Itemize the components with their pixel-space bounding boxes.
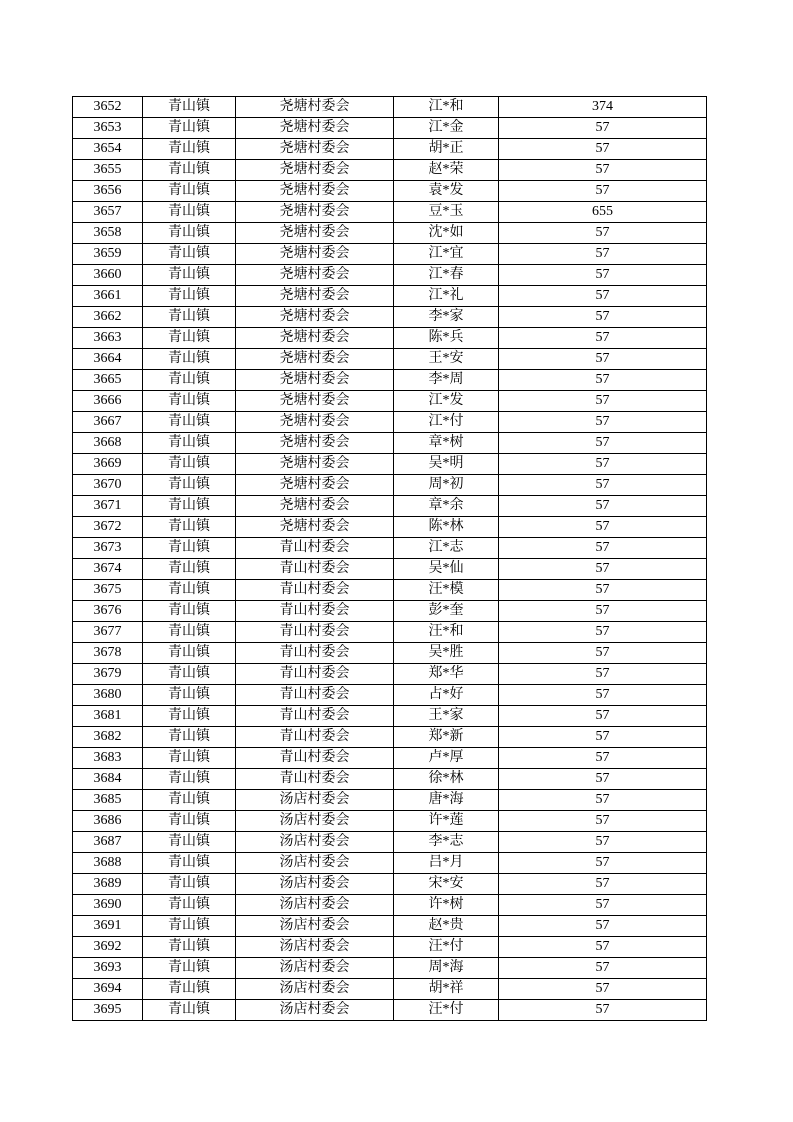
row-number-cell: 3659 (73, 244, 143, 265)
town-cell: 青山镇 (143, 223, 236, 244)
village-committee-cell: 汤店村委会 (236, 958, 394, 979)
table-row (73, 118, 707, 139)
table-row (73, 727, 707, 748)
village-committee-cell: 尧塘村委会 (236, 328, 394, 349)
town-cell: 青山镇 (143, 559, 236, 580)
row-number-cell: 3662 (73, 307, 143, 328)
table-row (73, 496, 707, 517)
village-committee-cell: 青山村委会 (236, 685, 394, 706)
village-committee-cell: 尧塘村委会 (236, 391, 394, 412)
amount-cell: 57 (499, 1000, 707, 1021)
village-committee-cell: 汤店村委会 (236, 874, 394, 895)
village-committee-cell: 尧塘村委会 (236, 517, 394, 538)
village-committee-cell: 尧塘村委会 (236, 412, 394, 433)
amount-cell: 57 (499, 811, 707, 832)
name-cell: 占*好 (394, 685, 499, 706)
town-cell: 青山镇 (143, 496, 236, 517)
name-cell: 胡*祥 (394, 979, 499, 1000)
row-number-cell: 3666 (73, 391, 143, 412)
row-number-cell: 3671 (73, 496, 143, 517)
town-cell: 青山镇 (143, 790, 236, 811)
name-cell: 王*安 (394, 349, 499, 370)
village-committee-cell: 尧塘村委会 (236, 454, 394, 475)
row-number-cell: 3692 (73, 937, 143, 958)
amount-cell: 57 (499, 832, 707, 853)
town-cell: 青山镇 (143, 685, 236, 706)
amount-cell: 57 (499, 853, 707, 874)
amount-cell: 57 (499, 538, 707, 559)
town-cell: 青山镇 (143, 1000, 236, 1021)
row-number-cell: 3660 (73, 265, 143, 286)
name-cell: 江*志 (394, 538, 499, 559)
table-row (73, 874, 707, 895)
town-cell: 青山镇 (143, 412, 236, 433)
table-row (73, 160, 707, 181)
amount-cell: 57 (499, 769, 707, 790)
town-cell: 青山镇 (143, 979, 236, 1000)
row-number-cell: 3683 (73, 748, 143, 769)
row-number-cell: 3658 (73, 223, 143, 244)
town-cell: 青山镇 (143, 538, 236, 559)
village-committee-cell: 汤店村委会 (236, 853, 394, 874)
town-cell: 青山镇 (143, 202, 236, 223)
name-cell: 宋*安 (394, 874, 499, 895)
village-committee-cell: 青山村委会 (236, 706, 394, 727)
table-row (73, 811, 707, 832)
town-cell: 青山镇 (143, 769, 236, 790)
row-number-cell: 3673 (73, 538, 143, 559)
row-number-cell: 3690 (73, 895, 143, 916)
table-row (73, 475, 707, 496)
name-cell: 郑*新 (394, 727, 499, 748)
table-row (73, 139, 707, 160)
table-row (73, 916, 707, 937)
town-cell: 青山镇 (143, 370, 236, 391)
table-row (73, 433, 707, 454)
table-row (73, 97, 707, 118)
village-committee-cell: 汤店村委会 (236, 916, 394, 937)
town-cell: 青山镇 (143, 433, 236, 454)
name-cell: 李*志 (394, 832, 499, 853)
amount-cell: 57 (499, 118, 707, 139)
town-cell: 青山镇 (143, 601, 236, 622)
amount-cell: 57 (499, 958, 707, 979)
amount-cell: 57 (499, 664, 707, 685)
town-cell: 青山镇 (143, 181, 236, 202)
row-number-cell: 3665 (73, 370, 143, 391)
village-committee-cell: 青山村委会 (236, 601, 394, 622)
village-committee-cell: 尧塘村委会 (236, 496, 394, 517)
row-number-cell: 3687 (73, 832, 143, 853)
town-cell: 青山镇 (143, 286, 236, 307)
amount-cell: 57 (499, 517, 707, 538)
name-cell: 吕*月 (394, 853, 499, 874)
row-number-cell: 3657 (73, 202, 143, 223)
name-cell: 彭*奎 (394, 601, 499, 622)
town-cell: 青山镇 (143, 349, 236, 370)
amount-cell: 57 (499, 790, 707, 811)
row-number-cell: 3680 (73, 685, 143, 706)
amount-cell: 57 (499, 643, 707, 664)
row-number-cell: 3677 (73, 622, 143, 643)
town-cell: 青山镇 (143, 937, 236, 958)
amount-cell: 57 (499, 727, 707, 748)
amount-cell: 655 (499, 202, 707, 223)
name-cell: 吴*明 (394, 454, 499, 475)
village-committee-cell: 尧塘村委会 (236, 244, 394, 265)
amount-cell: 57 (499, 349, 707, 370)
name-cell: 徐*林 (394, 769, 499, 790)
name-cell: 李*周 (394, 370, 499, 391)
town-cell: 青山镇 (143, 811, 236, 832)
row-number-cell: 3675 (73, 580, 143, 601)
table-row (73, 580, 707, 601)
village-committee-cell: 汤店村委会 (236, 832, 394, 853)
table-row (73, 286, 707, 307)
table-row (73, 454, 707, 475)
row-number-cell: 3678 (73, 643, 143, 664)
row-number-cell: 3656 (73, 181, 143, 202)
name-cell: 陈*兵 (394, 328, 499, 349)
name-cell: 江*付 (394, 412, 499, 433)
data-table (72, 96, 707, 1021)
village-committee-cell: 青山村委会 (236, 622, 394, 643)
row-number-cell: 3686 (73, 811, 143, 832)
name-cell: 郑*华 (394, 664, 499, 685)
amount-cell: 57 (499, 685, 707, 706)
town-cell: 青山镇 (143, 328, 236, 349)
village-committee-cell: 青山村委会 (236, 643, 394, 664)
name-cell: 江*和 (394, 97, 499, 118)
name-cell: 李*家 (394, 307, 499, 328)
table-row (73, 895, 707, 916)
table-row (73, 853, 707, 874)
row-number-cell: 3670 (73, 475, 143, 496)
name-cell: 沈*如 (394, 223, 499, 244)
amount-cell: 57 (499, 454, 707, 475)
row-number-cell: 3695 (73, 1000, 143, 1021)
amount-cell: 57 (499, 748, 707, 769)
table-row (73, 664, 707, 685)
table-row (73, 706, 707, 727)
name-cell: 江*宜 (394, 244, 499, 265)
name-cell: 章*余 (394, 496, 499, 517)
name-cell: 豆*玉 (394, 202, 499, 223)
table-row (73, 517, 707, 538)
amount-cell: 57 (499, 160, 707, 181)
town-cell: 青山镇 (143, 958, 236, 979)
table-row (73, 307, 707, 328)
amount-cell: 57 (499, 916, 707, 937)
row-number-cell: 3689 (73, 874, 143, 895)
row-number-cell: 3652 (73, 97, 143, 118)
village-committee-cell: 尧塘村委会 (236, 370, 394, 391)
table-row (73, 979, 707, 1000)
village-committee-cell: 尧塘村委会 (236, 97, 394, 118)
town-cell: 青山镇 (143, 580, 236, 601)
village-committee-cell: 汤店村委会 (236, 895, 394, 916)
village-committee-cell: 汤店村委会 (236, 1000, 394, 1021)
town-cell: 青山镇 (143, 475, 236, 496)
town-cell: 青山镇 (143, 727, 236, 748)
row-number-cell: 3668 (73, 433, 143, 454)
town-cell: 青山镇 (143, 853, 236, 874)
row-number-cell: 3672 (73, 517, 143, 538)
row-number-cell: 3693 (73, 958, 143, 979)
table-row (73, 769, 707, 790)
amount-cell: 57 (499, 286, 707, 307)
amount-cell: 57 (499, 307, 707, 328)
row-number-cell: 3655 (73, 160, 143, 181)
amount-cell: 57 (499, 706, 707, 727)
table-row (73, 622, 707, 643)
name-cell: 周*初 (394, 475, 499, 496)
amount-cell: 57 (499, 328, 707, 349)
amount-cell: 57 (499, 244, 707, 265)
row-number-cell: 3681 (73, 706, 143, 727)
row-number-cell: 3694 (73, 979, 143, 1000)
amount-cell: 57 (499, 265, 707, 286)
village-committee-cell: 青山村委会 (236, 727, 394, 748)
row-number-cell: 3663 (73, 328, 143, 349)
amount-cell: 57 (499, 979, 707, 1000)
village-committee-cell: 青山村委会 (236, 559, 394, 580)
town-cell: 青山镇 (143, 139, 236, 160)
amount-cell: 57 (499, 937, 707, 958)
amount-cell: 57 (499, 895, 707, 916)
town-cell: 青山镇 (143, 517, 236, 538)
name-cell: 赵*贵 (394, 916, 499, 937)
town-cell: 青山镇 (143, 748, 236, 769)
amount-cell: 57 (499, 391, 707, 412)
name-cell: 汪*和 (394, 622, 499, 643)
village-committee-cell: 尧塘村委会 (236, 349, 394, 370)
village-committee-cell: 尧塘村委会 (236, 307, 394, 328)
table-row (73, 370, 707, 391)
town-cell: 青山镇 (143, 454, 236, 475)
name-cell: 卢*厚 (394, 748, 499, 769)
row-number-cell: 3691 (73, 916, 143, 937)
amount-cell: 57 (499, 496, 707, 517)
town-cell: 青山镇 (143, 244, 236, 265)
row-number-cell: 3664 (73, 349, 143, 370)
table-row (73, 538, 707, 559)
town-cell: 青山镇 (143, 895, 236, 916)
amount-cell: 57 (499, 475, 707, 496)
table-body (73, 97, 707, 1021)
row-number-cell: 3654 (73, 139, 143, 160)
name-cell: 袁*发 (394, 181, 499, 202)
name-cell: 许*树 (394, 895, 499, 916)
table-row (73, 790, 707, 811)
town-cell: 青山镇 (143, 916, 236, 937)
table-row (73, 685, 707, 706)
name-cell: 章*树 (394, 433, 499, 454)
row-number-cell: 3679 (73, 664, 143, 685)
row-number-cell: 3669 (73, 454, 143, 475)
village-committee-cell: 青山村委会 (236, 769, 394, 790)
table-row (73, 181, 707, 202)
amount-cell: 57 (499, 601, 707, 622)
amount-cell: 57 (499, 223, 707, 244)
amount-cell: 57 (499, 874, 707, 895)
village-committee-cell: 尧塘村委会 (236, 286, 394, 307)
village-committee-cell: 尧塘村委会 (236, 265, 394, 286)
row-number-cell: 3688 (73, 853, 143, 874)
table-row (73, 391, 707, 412)
amount-cell: 57 (499, 433, 707, 454)
row-number-cell: 3682 (73, 727, 143, 748)
table-row (73, 601, 707, 622)
name-cell: 江*金 (394, 118, 499, 139)
name-cell: 江*礼 (394, 286, 499, 307)
name-cell: 吴*胜 (394, 643, 499, 664)
row-number-cell: 3684 (73, 769, 143, 790)
town-cell: 青山镇 (143, 664, 236, 685)
row-number-cell: 3676 (73, 601, 143, 622)
row-number-cell: 3653 (73, 118, 143, 139)
town-cell: 青山镇 (143, 307, 236, 328)
village-committee-cell: 汤店村委会 (236, 811, 394, 832)
table-row (73, 958, 707, 979)
town-cell: 青山镇 (143, 118, 236, 139)
village-committee-cell: 汤店村委会 (236, 979, 394, 1000)
name-cell: 汪*模 (394, 580, 499, 601)
amount-cell: 57 (499, 370, 707, 391)
name-cell: 唐*海 (394, 790, 499, 811)
town-cell: 青山镇 (143, 391, 236, 412)
village-committee-cell: 尧塘村委会 (236, 181, 394, 202)
village-committee-cell: 青山村委会 (236, 538, 394, 559)
table-row (73, 202, 707, 223)
name-cell: 许*莲 (394, 811, 499, 832)
table-row (73, 412, 707, 433)
amount-cell: 57 (499, 412, 707, 433)
row-number-cell: 3661 (73, 286, 143, 307)
name-cell: 周*海 (394, 958, 499, 979)
village-committee-cell: 青山村委会 (236, 580, 394, 601)
village-committee-cell: 尧塘村委会 (236, 139, 394, 160)
village-committee-cell: 尧塘村委会 (236, 223, 394, 244)
row-number-cell: 3674 (73, 559, 143, 580)
name-cell: 汪*付 (394, 1000, 499, 1021)
table-row (73, 1000, 707, 1021)
row-number-cell: 3667 (73, 412, 143, 433)
amount-cell: 57 (499, 181, 707, 202)
amount-cell: 57 (499, 580, 707, 601)
name-cell: 王*家 (394, 706, 499, 727)
table-row (73, 265, 707, 286)
name-cell: 江*发 (394, 391, 499, 412)
village-committee-cell: 尧塘村委会 (236, 160, 394, 181)
table-row (73, 748, 707, 769)
village-committee-cell: 青山村委会 (236, 664, 394, 685)
name-cell: 陈*林 (394, 517, 499, 538)
village-committee-cell: 汤店村委会 (236, 790, 394, 811)
row-number-cell: 3685 (73, 790, 143, 811)
town-cell: 青山镇 (143, 706, 236, 727)
town-cell: 青山镇 (143, 874, 236, 895)
table-row (73, 244, 707, 265)
table-row (73, 937, 707, 958)
name-cell: 汪*付 (394, 937, 499, 958)
name-cell: 赵*荣 (394, 160, 499, 181)
town-cell: 青山镇 (143, 643, 236, 664)
village-committee-cell: 尧塘村委会 (236, 475, 394, 496)
name-cell: 吴*仙 (394, 559, 499, 580)
town-cell: 青山镇 (143, 265, 236, 286)
table-row (73, 349, 707, 370)
amount-cell: 374 (499, 97, 707, 118)
table-row (73, 223, 707, 244)
town-cell: 青山镇 (143, 160, 236, 181)
name-cell: 江*春 (394, 265, 499, 286)
table-row (73, 832, 707, 853)
amount-cell: 57 (499, 139, 707, 160)
town-cell: 青山镇 (143, 832, 236, 853)
village-committee-cell: 尧塘村委会 (236, 118, 394, 139)
amount-cell: 57 (499, 622, 707, 643)
village-committee-cell: 尧塘村委会 (236, 433, 394, 454)
village-committee-cell: 汤店村委会 (236, 937, 394, 958)
name-cell: 胡*正 (394, 139, 499, 160)
table-row (73, 559, 707, 580)
town-cell: 青山镇 (143, 97, 236, 118)
village-committee-cell: 青山村委会 (236, 748, 394, 769)
town-cell: 青山镇 (143, 622, 236, 643)
table-row (73, 643, 707, 664)
amount-cell: 57 (499, 559, 707, 580)
village-committee-cell: 尧塘村委会 (236, 202, 394, 223)
table-row (73, 328, 707, 349)
